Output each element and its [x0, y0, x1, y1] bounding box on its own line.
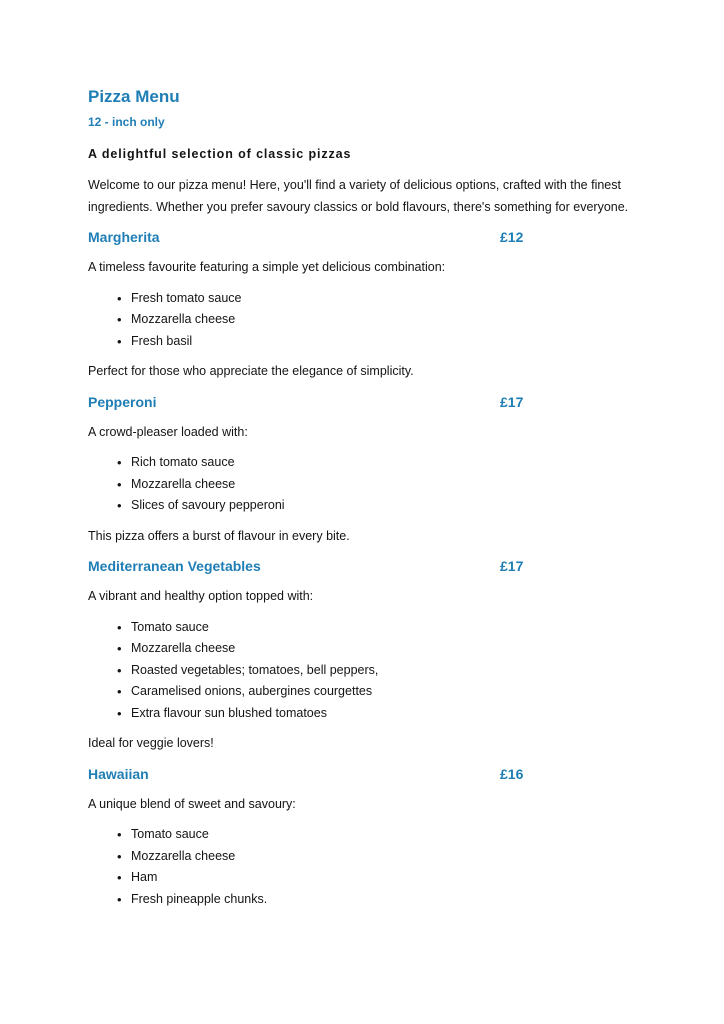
- topping-item: • Tomato sauce: [88, 617, 630, 639]
- topping-item: • Fresh pineapple chunks.: [88, 889, 630, 911]
- pizza-name: Hawaiian: [88, 765, 149, 782]
- toppings-list: [88, 452, 630, 517]
- pizza-price: £16: [500, 765, 524, 782]
- topping-item: • Fresh basil: [88, 331, 630, 353]
- topping-item: • Fresh tomato sauce: [88, 288, 630, 310]
- topping-item: • Mozzarella cheese: [88, 309, 630, 331]
- topping-item: • Caramelised onions, aubergines courgettes: [88, 681, 630, 703]
- pizza-price: £17: [500, 393, 524, 410]
- topping-item: • Tomato sauce: [88, 824, 630, 846]
- pizza-description: A vibrant and healthy option topped with:: [88, 589, 314, 603]
- pizza-footnote: This pizza offers a burst of flavour in every bite.: [88, 528, 350, 543]
- pizza-description: A timeless favourite featuring a simple yet delicious combination:: [88, 260, 446, 274]
- pizza-price: £12: [500, 229, 524, 245]
- menu-tagline: A delightful selection of classic pizzas: [88, 147, 352, 161]
- page-title: Pizza Menu: [88, 87, 180, 106]
- topping-item: • Mozzarella cheese: [88, 846, 630, 868]
- pizza-heading: [88, 393, 630, 411]
- menu-section-margherita: [88, 228, 630, 383]
- menu-intro: Welcome to our pizza menu! Here, you'll find a variety of delicious options, crafted with the finest ingredients. Whether you prefer savoury classics or bold flavours, there's something for everyone.: [88, 178, 629, 214]
- topping-item: • Slices of savoury pepperoni: [88, 495, 630, 517]
- pizza-name: Pepperoni: [88, 393, 157, 410]
- pizza-heading: [88, 765, 630, 783]
- menu-section-hawaiian: [88, 765, 630, 911]
- topping-item: • Ham: [88, 867, 630, 889]
- topping-item: • Mozzarella cheese: [88, 638, 630, 660]
- pizza-name: Margherita: [88, 229, 160, 245]
- topping-item: • Extra flavour sun blushed tomatoes: [88, 703, 630, 725]
- page-subtitle: 12 - inch only: [88, 115, 165, 129]
- menu-section-pepperoni: [88, 393, 630, 548]
- topping-item: • Roasted vegetables; tomatoes, bell peppers,: [88, 660, 630, 682]
- pizza-footnote: Perfect for those who appreciate the elegance of simplicity.: [88, 364, 414, 378]
- pizza-description: A unique blend of sweet and savoury:: [88, 796, 296, 811]
- topping-item: • Rich tomato sauce: [88, 452, 630, 474]
- toppings-list: [88, 617, 630, 725]
- pizza-name: Mediterranean Vegetables: [88, 558, 261, 574]
- menu-section-mediterranean-vegetables: [88, 557, 630, 755]
- pizza-price: £17: [500, 558, 524, 574]
- pizza-heading: [88, 228, 630, 246]
- toppings-list: [88, 824, 630, 910]
- pizza-footnote: Ideal for veggie lovers!: [88, 736, 214, 750]
- pizza-heading: [88, 557, 630, 575]
- toppings-list: [88, 288, 630, 353]
- topping-item: • Mozzarella cheese: [88, 474, 630, 496]
- pizza-description: A crowd-pleaser loaded with:: [88, 424, 248, 439]
